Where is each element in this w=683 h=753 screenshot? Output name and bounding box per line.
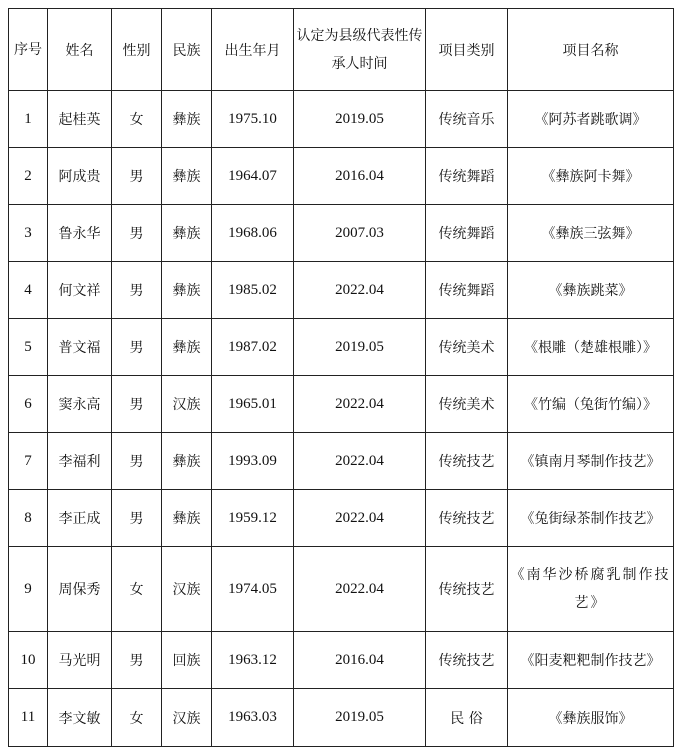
row-birth: 1975.10 (212, 91, 294, 148)
row-recognized: 2007.03 (294, 205, 426, 262)
row-gender: 女 (112, 547, 162, 632)
row-no: 9 (9, 547, 48, 632)
row-no: 7 (9, 433, 48, 490)
row-name: 何文祥 (48, 262, 112, 319)
row-gender: 女 (112, 91, 162, 148)
row-birth: 1985.02 (212, 262, 294, 319)
row-gender: 女 (112, 689, 162, 747)
row-project: 《竹编（兔街竹编）》 (508, 376, 674, 433)
row-no: 11 (9, 689, 48, 747)
table-row (9, 319, 674, 376)
row-ethnicity: 彝族 (162, 433, 212, 490)
table-row (9, 148, 674, 205)
row-recognized: 2022.04 (294, 490, 426, 547)
row-recognized: 2022.04 (294, 547, 426, 632)
row-project: 《兔街绿茶制作技艺》 (508, 490, 674, 547)
row-gender: 男 (112, 262, 162, 319)
row-ethnicity: 汉族 (162, 547, 212, 632)
row-name: 马光明 (48, 632, 112, 689)
row-project: 《彝族跳菜》 (508, 262, 674, 319)
row-birth: 1974.05 (212, 547, 294, 632)
row-name: 李正成 (48, 490, 112, 547)
header-no: 序号 (9, 9, 48, 91)
row-ethnicity: 回族 (162, 632, 212, 689)
header-recognized: 认定为县级代表性传承人时间 (294, 9, 426, 91)
table-row (9, 205, 674, 262)
row-gender: 男 (112, 632, 162, 689)
row-recognized: 2019.05 (294, 91, 426, 148)
table-row (9, 547, 674, 632)
table-row (9, 632, 674, 689)
row-category: 传统舞蹈 (426, 148, 508, 205)
row-gender: 男 (112, 319, 162, 376)
table-row (9, 376, 674, 433)
row-project: 《根雕（楚雄根雕）》 (508, 319, 674, 376)
row-ethnicity: 彝族 (162, 319, 212, 376)
row-name: 起桂英 (48, 91, 112, 148)
row-no: 2 (9, 148, 48, 205)
row-recognized: 2022.04 (294, 262, 426, 319)
header-birth: 出生年月 (212, 9, 294, 91)
row-gender: 男 (112, 490, 162, 547)
table-row (9, 689, 674, 747)
row-no: 4 (9, 262, 48, 319)
row-birth: 1959.12 (212, 490, 294, 547)
row-birth: 1963.03 (212, 689, 294, 747)
row-ethnicity: 彝族 (162, 490, 212, 547)
row-project: 《阿苏者跳歌调》 (508, 91, 674, 148)
table-header-row (9, 9, 674, 91)
table-row (9, 91, 674, 148)
row-ethnicity: 彝族 (162, 205, 212, 262)
row-birth: 1987.02 (212, 319, 294, 376)
row-birth: 1964.07 (212, 148, 294, 205)
row-ethnicity: 彝族 (162, 148, 212, 205)
row-name: 阿成贵 (48, 148, 112, 205)
row-name: 窦永高 (48, 376, 112, 433)
row-category: 传统技艺 (426, 490, 508, 547)
row-name: 鲁永华 (48, 205, 112, 262)
row-project: 《彝族三弦舞》 (508, 205, 674, 262)
row-no: 1 (9, 91, 48, 148)
row-recognized: 2016.04 (294, 148, 426, 205)
row-no: 3 (9, 205, 48, 262)
row-recognized: 2016.04 (294, 632, 426, 689)
row-gender: 男 (112, 205, 162, 262)
row-category: 传统音乐 (426, 91, 508, 148)
header-name: 姓名 (48, 9, 112, 91)
row-recognized: 2019.05 (294, 319, 426, 376)
row-project: 《阳麦粑粑制作技艺》 (508, 632, 674, 689)
row-category: 传统舞蹈 (426, 262, 508, 319)
row-no: 5 (9, 319, 48, 376)
row-recognized: 2022.04 (294, 433, 426, 490)
table-row (9, 433, 674, 490)
row-birth: 1968.06 (212, 205, 294, 262)
row-ethnicity: 彝族 (162, 91, 212, 148)
row-gender: 男 (112, 376, 162, 433)
row-gender: 男 (112, 148, 162, 205)
inheritor-table (8, 8, 674, 747)
row-recognized: 2019.05 (294, 689, 426, 747)
row-project: 《南华沙桥腐乳制作技艺》 (508, 547, 674, 632)
row-ethnicity: 汉族 (162, 376, 212, 433)
row-no: 6 (9, 376, 48, 433)
row-gender: 男 (112, 433, 162, 490)
row-category: 传统美术 (426, 376, 508, 433)
row-category: 传统美术 (426, 319, 508, 376)
row-project: 《彝族服饰》 (508, 689, 674, 747)
row-category: 传统舞蹈 (426, 205, 508, 262)
row-no: 10 (9, 632, 48, 689)
table-row (9, 490, 674, 547)
row-project: 《镇南月琴制作技艺》 (508, 433, 674, 490)
row-project: 《彝族阿卡舞》 (508, 148, 674, 205)
row-birth: 1965.01 (212, 376, 294, 433)
row-category: 传统技艺 (426, 632, 508, 689)
row-name: 李福利 (48, 433, 112, 490)
row-category: 传统技艺 (426, 433, 508, 490)
header-project: 项目名称 (508, 9, 674, 91)
row-category: 传统技艺 (426, 547, 508, 632)
header-category: 项目类别 (426, 9, 508, 91)
row-ethnicity: 彝族 (162, 262, 212, 319)
row-no: 8 (9, 490, 48, 547)
row-recognized: 2022.04 (294, 376, 426, 433)
table-row (9, 262, 674, 319)
header-ethnicity: 民族 (162, 9, 212, 91)
row-name: 周保秀 (48, 547, 112, 632)
row-name: 李文敏 (48, 689, 112, 747)
row-name: 普文福 (48, 319, 112, 376)
row-birth: 1963.12 (212, 632, 294, 689)
row-category: 民 俗 (426, 689, 508, 747)
row-birth: 1993.09 (212, 433, 294, 490)
header-gender: 性别 (112, 9, 162, 91)
row-ethnicity: 汉族 (162, 689, 212, 747)
